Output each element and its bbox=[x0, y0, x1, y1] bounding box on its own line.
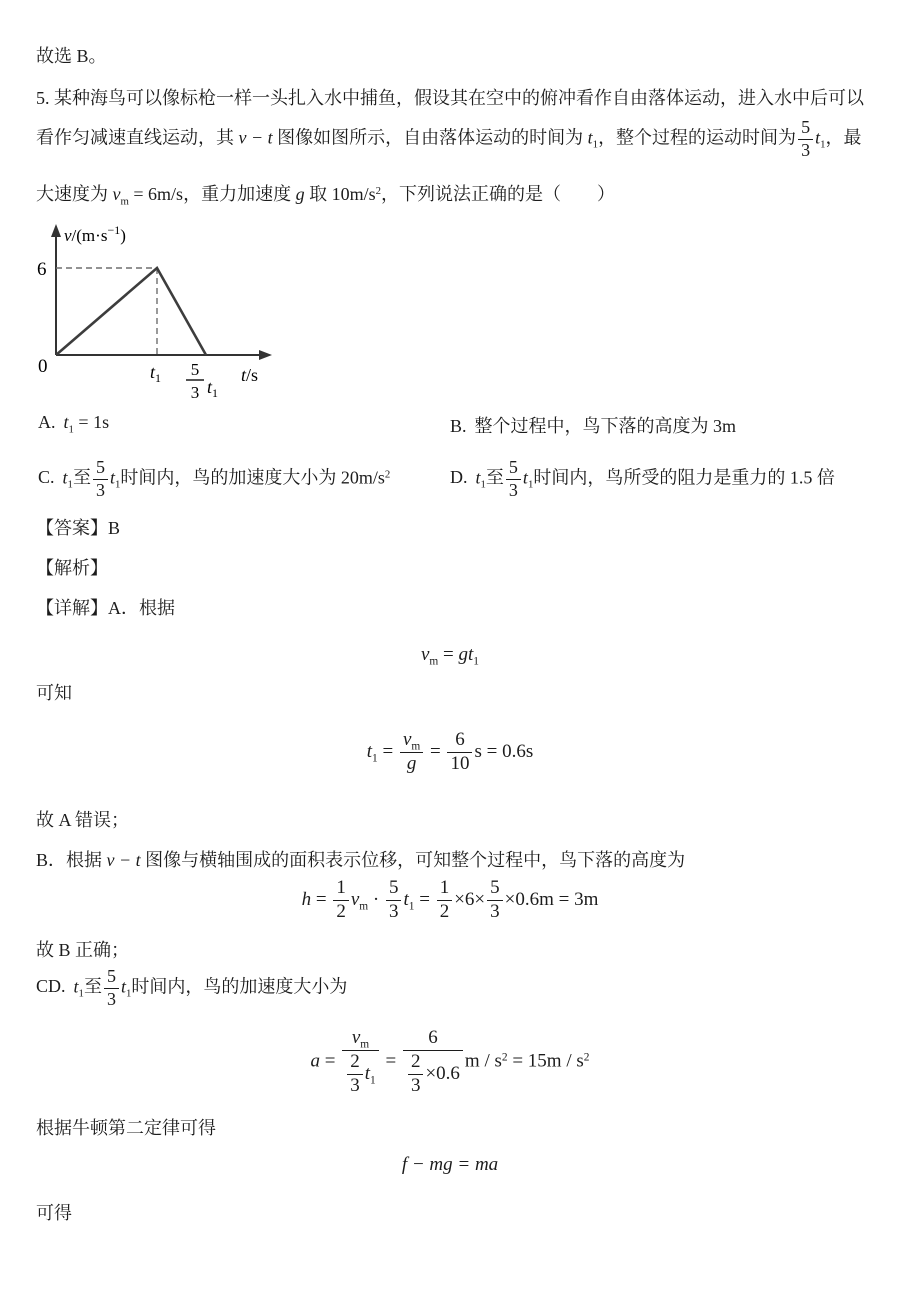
text-b-analysis: B．根据 v − t 图像与横轴围成的面积表示位移，可知整个过程中，鸟下落的高度为 bbox=[36, 850, 686, 870]
x-tick-5-3-t1 bbox=[186, 360, 218, 402]
detail-tag: 【详解】 bbox=[36, 598, 108, 618]
formula-height: h = $\frac{1}{2}$ $v_m$ · $\frac{5}{3}$ $t_1$ = $\frac{1}{2}$ ×6× $\frac{5}{3}$ ×0.6m = 3m bbox=[301, 877, 599, 922]
option-c: C. $t_1$至 $\frac{5}{3}$ $t_1$时间内，鸟的加速度大小为 $20m/s^2$ bbox=[38, 457, 391, 500]
fraction-5-3: $\frac{5}{3}$ bbox=[506, 458, 521, 501]
t1-symbol: t bbox=[587, 127, 593, 148]
vt-symbol: v − t bbox=[106, 850, 141, 870]
option-a-label: A. bbox=[38, 412, 56, 432]
question-line-1: 5. 某种海鸟可以像标枪一样一头扎入水中捕鱼，假设其在空中的俯冲看作自由落体运动，进入水中后可以 bbox=[36, 88, 864, 108]
text-kede: 可得 bbox=[36, 1203, 72, 1223]
question-line-3: 大速度为 $v_m = 6m/s$，重力加速度 g 取 $10m/s^2$，下列说法正确的是（ ） bbox=[36, 184, 615, 208]
x-axis-label: t/s bbox=[241, 365, 259, 385]
text-b-correct: 故 B 正确； bbox=[36, 940, 130, 960]
t1-symbol: t bbox=[815, 127, 821, 148]
svg-text:5: 5 bbox=[190, 360, 200, 379]
y-tick-6: 6 bbox=[37, 259, 47, 280]
question-line2-text-a: 看作匀减速直线运动，其 bbox=[36, 127, 239, 148]
text-cd-analysis: CD. $t_1$至 $\frac{5}{3}$ $t_1$时间内，鸟的加速度大小为 bbox=[36, 966, 348, 1009]
formula-vm-gt1: $v_m = gt_1$ bbox=[420, 644, 479, 668]
y-axis-arrow-icon bbox=[51, 224, 61, 237]
option-a: A. $t_1 = 1s$ bbox=[38, 412, 110, 436]
detail-line: 【详解】A．根据 bbox=[36, 598, 175, 618]
analysis-line bbox=[36, 554, 108, 580]
prev-answer-line: 故选 B。 bbox=[36, 46, 107, 66]
fraction-6-10: $\frac{6}{10}$ bbox=[447, 730, 472, 775]
svg-text:3: 3 bbox=[190, 383, 200, 402]
analysis-tag: 【解析】 bbox=[36, 558, 108, 578]
question-line3-text-b: = 6m/s，重力加速度 bbox=[128, 184, 296, 204]
svg-text:t1: $t_1$ bbox=[207, 377, 219, 400]
option-c-label: C. bbox=[38, 467, 55, 488]
answer-line bbox=[36, 514, 120, 540]
question-line2-text-c: ，整个过程的运动时间为 bbox=[598, 127, 797, 148]
option-d-label: D. bbox=[450, 467, 468, 488]
vt-graph-figure bbox=[26, 222, 294, 410]
fraction-5-3: $\frac{5}{3}$ bbox=[93, 458, 108, 501]
text-newton-law: 根据牛顿第二定律可得 bbox=[36, 1118, 216, 1138]
vm-symbol: v bbox=[112, 184, 121, 204]
question-line3-text-d: ，下列说法正确的是（ ） bbox=[381, 184, 615, 204]
fraction-vm-over-23t1: $v_m$ $\frac{2}{3}$ $t_1$ bbox=[342, 1028, 378, 1097]
question-line-2: 看作匀减速直线运动，其 v − t 图像如图所示，自由落体运动的时间为 $t_1$，整个过程的运动时间为 $\frac{5}{3}$ $t_1$，最 bbox=[36, 117, 862, 160]
vt-symbol: v − t bbox=[238, 127, 273, 148]
question-line2-text-b: 图像如图所示，自由落体运动的时间为 bbox=[272, 127, 588, 148]
option-b: B. 整个过程中，鸟下落的高度为 3m bbox=[450, 416, 737, 436]
y-axis-label: $v/(m\cdot s^{-1})$ bbox=[64, 223, 126, 245]
fraction-5-3: $\frac{5}{3}$ bbox=[798, 118, 813, 161]
option-d: D. $t_1$至 $\frac{5}{3}$ $t_1$时间内，鸟所受的阻力是重力的 1.5 倍 bbox=[450, 457, 835, 500]
fraction-5-3: $\frac{5}{3}$ bbox=[104, 967, 119, 1010]
answer-value: B bbox=[108, 518, 121, 538]
x-axis-arrow-icon bbox=[259, 350, 272, 360]
fraction-6-over-23x06: 6 $\frac{2}{3}$ ×0.6 bbox=[403, 1028, 463, 1097]
origin-label: 0 bbox=[38, 356, 48, 377]
formula-t1-result: $t_1$ = $\frac{v_m}{g}$ = $\frac{6}{10}$ s = 0.6s bbox=[366, 729, 534, 774]
fraction-vm-g: $\frac{v_m}{g}$ bbox=[400, 730, 423, 775]
question-line2-text-d: ，最 bbox=[825, 127, 862, 148]
text-kezhi: 可知 bbox=[36, 683, 72, 703]
formula-newton: f − mg = ma bbox=[401, 1154, 499, 1175]
text-a-wrong: 故 A 错误； bbox=[36, 810, 130, 830]
velocity-curve bbox=[56, 268, 206, 355]
formula-acceleration: a = $v_m$ $\frac{2}{3}$ $t_1$ = 6 $\frac{2}{3}$ ×0.6 $m / s^2 = 15m / s^2$ bbox=[310, 1027, 590, 1096]
answer-tag: 【答案】 bbox=[36, 518, 108, 538]
option-b-label: B. bbox=[450, 416, 467, 436]
g-symbol: g bbox=[295, 184, 305, 204]
x-tick-t1: $t_1$ bbox=[150, 362, 162, 385]
question-line3-text-c: 取 10m/s bbox=[304, 184, 376, 204]
question-line3-text-a: 大速度为 bbox=[36, 184, 113, 204]
